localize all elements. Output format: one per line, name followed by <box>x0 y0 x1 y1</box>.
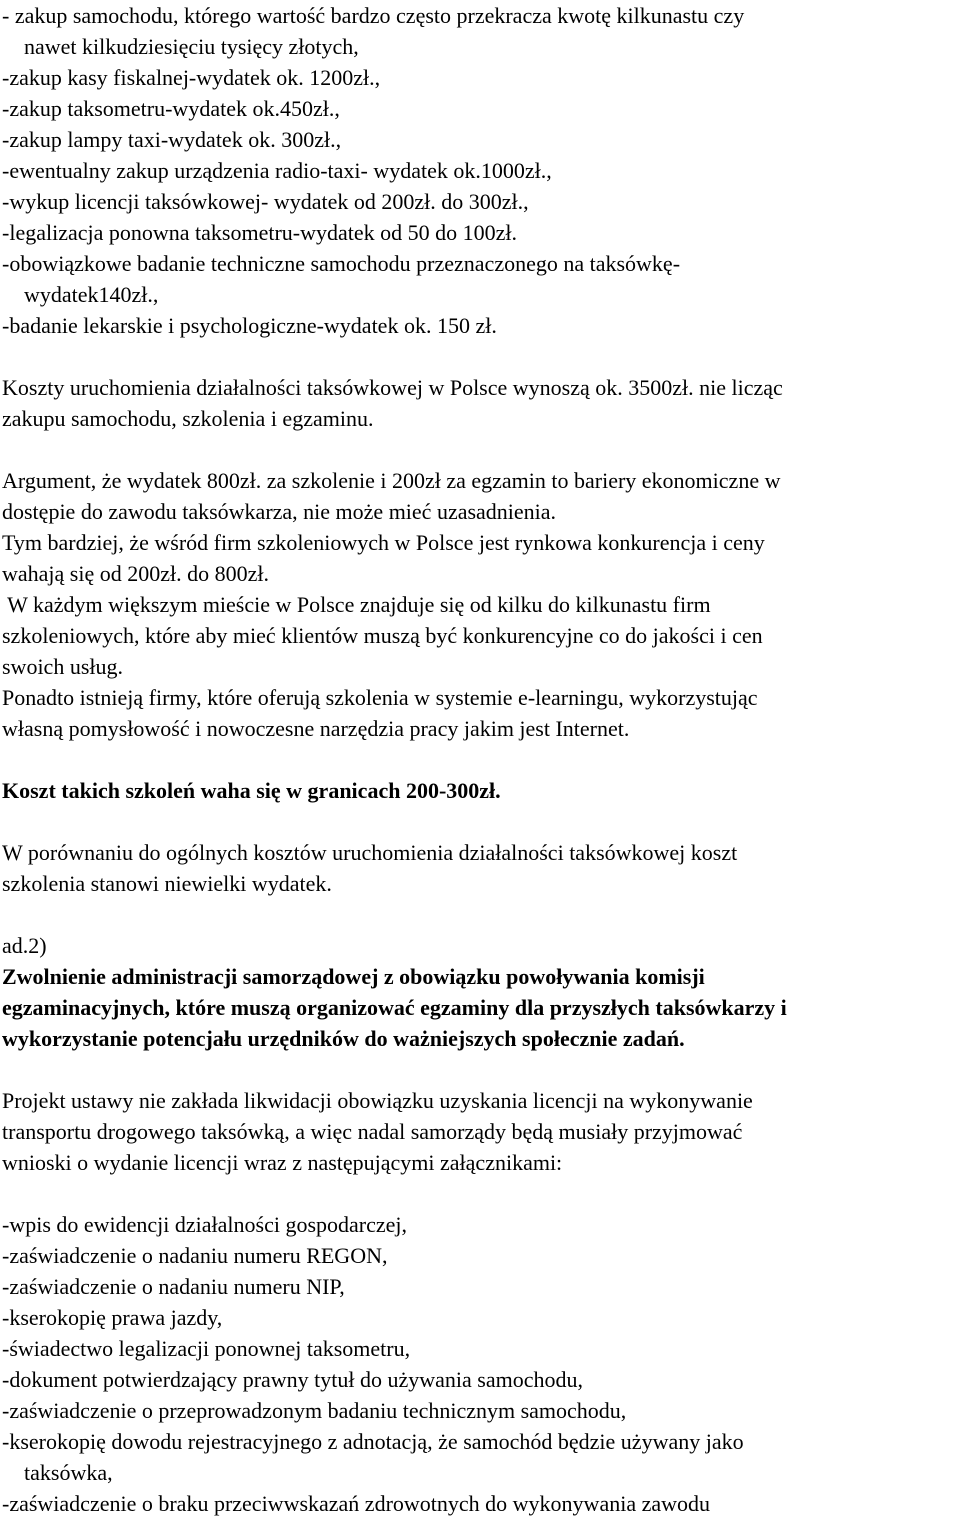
spacer <box>2 1054 958 1085</box>
cost-list-item: -ewentualny zakup urządzenia radio-taxi- wydatek ok.1000zł., <box>2 158 552 183</box>
comparison-paragraph <box>2 837 958 899</box>
section-heading-line: egzaminacyjnych, które muszą organizować egzaminy dla przyszłych taksówkarzy i <box>2 995 787 1020</box>
cost-list-item: - zakup samochodu, którego wartość bardzo często przekracza kwotę kilkunastu czy <box>2 3 745 28</box>
spacer <box>2 744 958 775</box>
argument-line: swoich usług. <box>2 654 123 679</box>
argument-paragraph <box>2 465 958 744</box>
summary-line: zakupu samochodu, szkolenia i egzaminu. <box>2 406 374 431</box>
argument-line: Argument, że wydatek 800zł. za szkolenie i 200zł za egzamin to bariery ekonomiczne w <box>2 468 781 493</box>
project-line: wnioski o wydanie licencji wraz z następującymi załącznikami: <box>2 1150 563 1175</box>
cost-list-item: -wykup licencji taksówkowej- wydatek od 200zł. do 300zł., <box>2 189 529 214</box>
attachment-item: -zaświadczenie o braku przeciwwskazań zdrowotnych do wykonywania zawodu <box>2 1491 710 1516</box>
cost-list-item: -zakup kasy fiskalnej-wydatek ok. 1200zł., <box>2 65 381 90</box>
argument-line: Tym bardziej, że wśród firm szkoleniowych w Polsce jest rynkowa konkurencja i ceny <box>2 530 765 555</box>
spacer <box>2 341 958 372</box>
comparison-line: W porównaniu do ogólnych kosztów uruchomienia działalności taksówkowej koszt <box>2 840 738 865</box>
argument-line: wahają się od 200zł. do 800zł. <box>2 561 269 586</box>
argument-line: W każdym większym mieście w Polsce znajduje się od kilku do kilkunastu firm <box>2 592 711 617</box>
attachment-item: -świadectwo legalizacji ponownej taksometru, <box>2 1336 411 1361</box>
project-paragraph <box>2 1085 958 1178</box>
attachment-item-continuation: taksówka, <box>24 1460 113 1485</box>
attachments-list <box>2 1209 958 1519</box>
cost-list-item: -zakup taksometru-wydatek ok.450zł., <box>2 96 340 121</box>
attachment-item: -zaświadczenie o nadaniu numeru NIP, <box>2 1274 345 1299</box>
cost-list-item: -zakup lampy taxi-wydatek ok. 300zł., <box>2 127 342 152</box>
spacer <box>2 806 958 837</box>
spacer <box>2 1178 958 1209</box>
argument-line: Ponadto istnieją firmy, które oferują szkolenia w systemie e-learningu, wykorzystując <box>2 685 758 710</box>
argument-line: szkoleniowych, które aby mieć klientów muszą być konkurencyjne co do jakości i cen <box>2 623 763 648</box>
summary-paragraph <box>2 372 958 434</box>
cost-list-item-continuation: nawet kilkudziesięciu tysięcy złotych, <box>24 34 359 59</box>
attachment-item: -zaświadczenie o nadaniu numeru REGON, <box>2 1243 388 1268</box>
attachment-item: -kserokopię prawa jazdy, <box>2 1305 223 1330</box>
cost-list-item: -legalizacja ponowna taksometru-wydatek od 50 do 100zł. <box>2 220 518 245</box>
attachment-item: -kserokopię dowodu rejestracyjnego z adnotacją, że samochód będzie używany jako <box>2 1429 744 1454</box>
document-page <box>2 0 958 1519</box>
section-heading <box>2 961 958 1054</box>
attachment-item: -zaświadczenie o przeprowadzonym badaniu technicznym samochodu, <box>2 1398 627 1423</box>
training-cost-statement: Koszt takich szkoleń waha się w granicach 200-300zł. <box>2 778 501 803</box>
summary-line: Koszty uruchomienia działalności taksówkowej w Polsce wynoszą ok. 3500zł. nie licząc <box>2 375 783 400</box>
section-heading-line: Zwolnienie administracji samorządowej z obowiązku powoływania komisji <box>2 964 705 989</box>
argument-line: dostępie do zawodu taksówkarza, nie może mieć uzasadnienia. <box>2 499 557 524</box>
comparison-line: szkolenia stanowi niewielki wydatek. <box>2 871 332 896</box>
project-line: Projekt ustawy nie zakłada likwidacji obowiązku uzyskania licencji na wykonywanie <box>2 1088 753 1113</box>
cost-list <box>2 0 958 341</box>
attachment-item: -dokument potwierdzający prawny tytuł do używania samochodu, <box>2 1367 584 1392</box>
section-label: ad.2) <box>2 933 47 958</box>
argument-line: własną pomysłowość i nowoczesne narzędzia pracy jakim jest Internet. <box>2 716 630 741</box>
spacer <box>2 434 958 465</box>
spacer <box>2 899 958 930</box>
cost-list-item: -badanie lekarskie i psychologiczne-wydatek ok. 150 zł. <box>2 313 497 338</box>
section-heading-line: wykorzystanie potencjału urzędników do ważniejszych społecznie zadań. <box>2 1026 685 1051</box>
attachment-item: -wpis do ewidencji działalności gospodarczej, <box>2 1212 408 1237</box>
cost-list-item: -obowiązkowe badanie techniczne samochodu przeznaczonego na taksówkę- <box>2 251 681 276</box>
project-line: transportu drogowego taksówką, a więc nadal samorządy będą musiały przyjmować <box>2 1119 743 1144</box>
cost-list-item-continuation: wydatek140zł., <box>24 282 159 307</box>
